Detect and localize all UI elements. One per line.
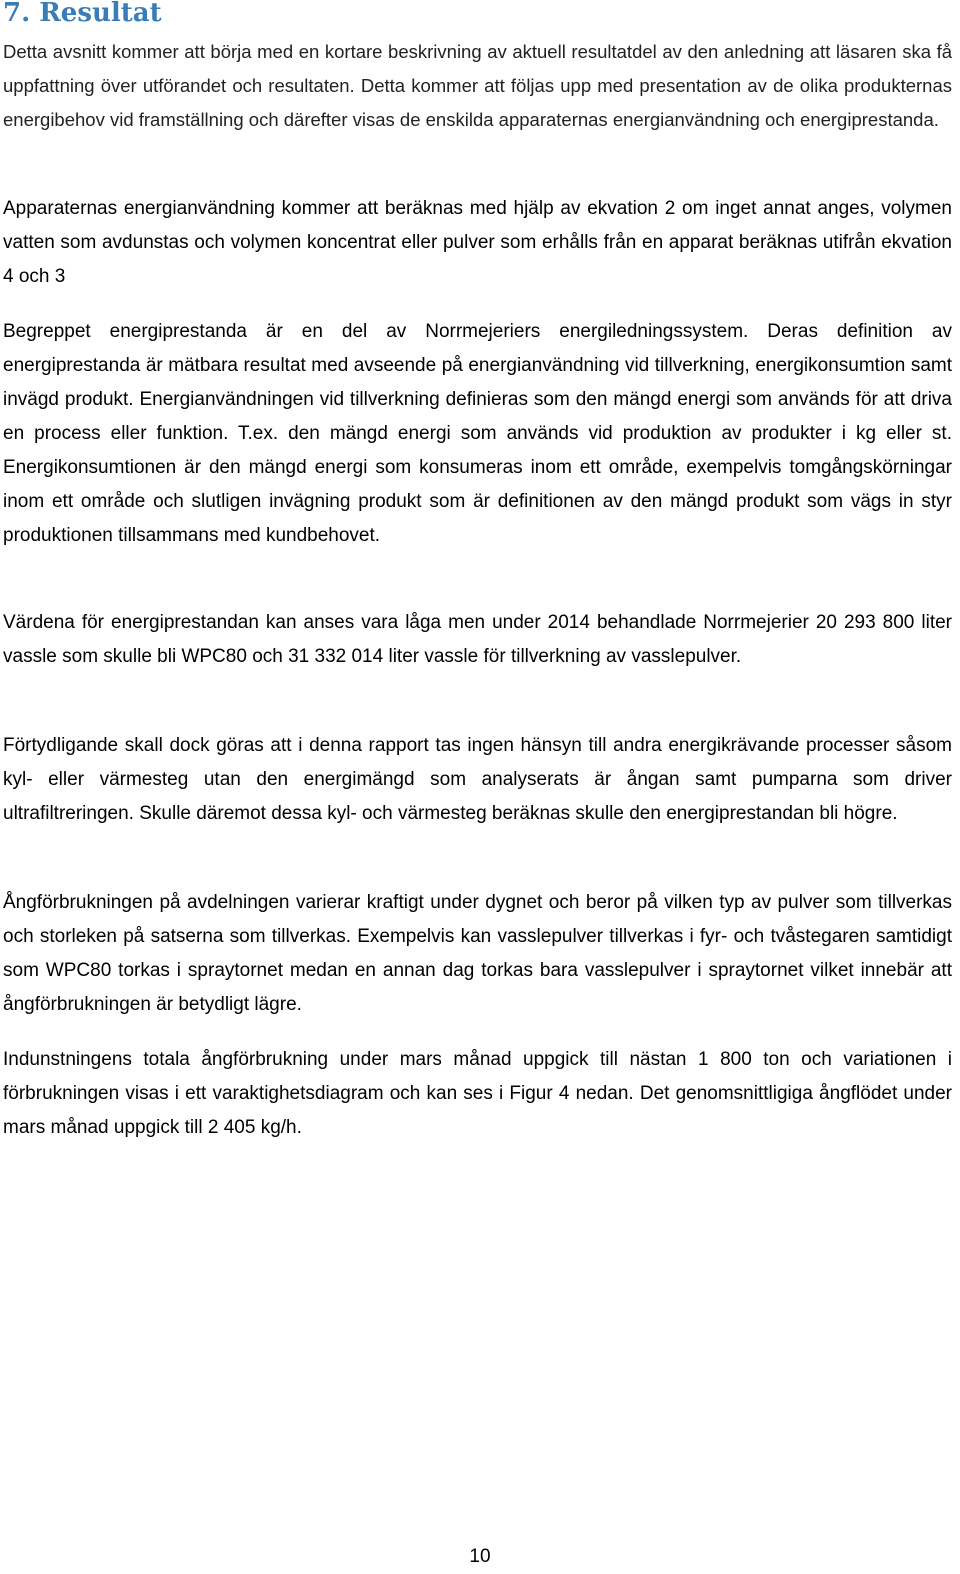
- paragraph-steam-consumption: Ångförbrukningen på avdelningen varierar kraftigt under dygnet och beror på vilken typ av pulver som tillverkas och storleken på satserna som tillverkas. Exempelvis kan vasslepulver tillverkas i fyr- och tvåstegaren samtidigt som WPC80 torkas i spraytornet medan en annan dag torkas bara vasslepulver i spraytornet vilket innebär att ångförbrukningen är betydligt lägre.: [3, 892, 952, 1015]
- paragraph-evaporation-total: Indunstningens totala ångförbrukning under mars månad uppgick till nästan 1 800 ton och variationen i förbrukningen visas i ett varaktighetsdiagram och kan ses i Figur 4 nedan. Det genomsnittligiga ångflödet under mars månad uppgick till 2 405 kg/h.: [3, 1049, 952, 1138]
- paragraph-clarification: Förtydligande skall dock göras att i denna rapport tas ingen hänsyn till andra energikrävande processer såsom kyl- eller värmesteg utan den energimängd som analyserats är ångan samt pumparna som driver ultrafiltreringen. Skulle däremot dessa kyl- och värmesteg beräknas skulle den energiprestandan bli högre.: [3, 735, 952, 824]
- paragraph-energy-performance-definition: Begreppet energiprestanda är en del av Norrmejeriers energiledningssystem. Deras definition av energiprestanda är mätbara resultat med avseende på energianvändning vid tillverkning, energikonsumtion samt invägd produkt. Energianvändningen vid tillverkning definieras som den mängd energi som används för att driva en process eller funktion. T.ex. den mängd energi som används vid produktion av produkter i kg eller st. Energikonsumtionen är den mängd energi som konsumeras inom ett område, exempelvis tomgångskörningar inom ett område och slutligen invägning produkt som är definitionen av den mängd produkt som vägs in styr produktionen tillsammans med kundbehovet.: [3, 321, 952, 546]
- section-heading: 7. Resultat: [3, 0, 162, 28]
- paragraph-intro: Detta avsnitt kommer att börja med en kortare beskrivning av aktuell resultatdel av den anledning att läsaren ska få uppfattning över utförandet och resultaten. Detta kommer att följas upp med presentation av de olika produkternas energibehov vid framställning och därefter visas de enskilda apparaternas energianvändning och energiprestanda.: [3, 41, 952, 130]
- paragraph-energy-calculation: Apparaternas energianvändning kommer att beräknas med hjälp av ekvation 2 om inget annat anges, volymen vatten som avdunstas och volymen koncentrat eller pulver som erhålls från en apparat beräknas utifrån ekvation 4 och 3: [3, 198, 952, 287]
- paragraph-values: Värdena för energiprestandan kan anses vara låga men under 2014 behandlade Norrmejerier 20 293 800 liter vassle som skulle bli WPC80 och 31 332 014 liter vassle för tillverkning av vasslepulver.: [3, 612, 952, 667]
- page-number: 10: [469, 1546, 491, 1567]
